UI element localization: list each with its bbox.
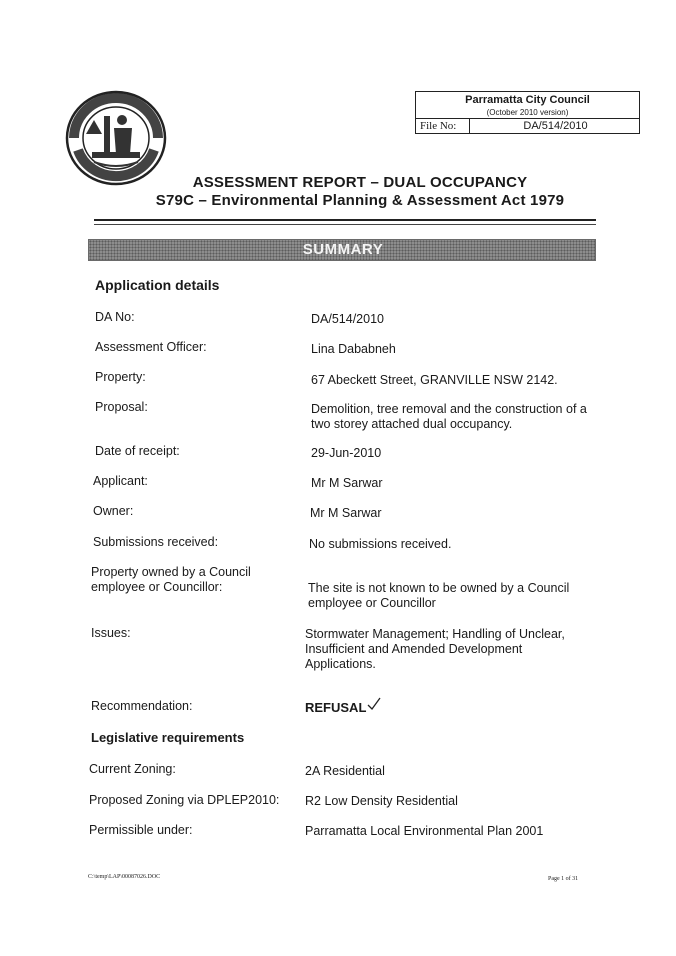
issues-value: Stormwater Management; Handling of Unclear, Insufficient and Amended Development Applications. [305, 627, 565, 671]
title-rule-thin [94, 224, 596, 225]
file-no-label: File No: [416, 119, 470, 134]
permissible-under-label: Permissible under: [89, 823, 193, 837]
proposed-zoning-label: Proposed Zoning via DPLEP2010: [89, 793, 280, 807]
application-details-heading: Application details [95, 277, 220, 293]
current-zoning-value: 2A Residential [305, 764, 385, 778]
checkmark-icon [366, 696, 382, 717]
title-rule [94, 219, 596, 221]
property-label: Property: [95, 370, 146, 384]
council-file-box [415, 91, 640, 134]
proposal-label: Proposal: [95, 400, 148, 414]
property-owned-label: Property owned by a Council employee or Councillor: [91, 565, 251, 594]
file-no-value: DA/514/2010 [523, 120, 588, 132]
summary-banner [88, 239, 596, 261]
da-no-label: DA No: [95, 310, 135, 324]
owner-value: Mr M Sarwar [310, 506, 382, 520]
report-subtitle: S79C – Environmental Planning & Assessment Act 1979 [155, 192, 565, 209]
assessment-officer-label: Assessment Officer: [95, 340, 207, 354]
property-owned-value: The site is not known to be owned by a Council employee or Councillor [308, 581, 570, 610]
permissible-under-value: Parramatta Local Environmental Plan 2001 [305, 824, 544, 838]
footer-page-number: Page 1 of 31 [548, 876, 579, 882]
submissions-value: No submissions received. [309, 537, 452, 551]
council-seal-logo [64, 90, 168, 186]
owner-label: Owner: [93, 504, 134, 518]
issues-label: Issues: [91, 626, 131, 640]
recommendation-value: REFUSAL [305, 700, 367, 715]
property-value: 67 Abeckett Street, GRANVILLE NSW 2142. [311, 373, 558, 387]
date-of-receipt-label: Date of receipt: [95, 444, 180, 458]
assessment-officer-value: Lina Dababneh [311, 342, 396, 356]
applicant-label: Applicant: [93, 474, 148, 488]
council-name: Parramatta City Council [465, 94, 590, 106]
summary-label: SUMMARY [302, 241, 384, 258]
da-no-value: DA/514/2010 [311, 312, 384, 326]
applicant-value: Mr M Sarwar [311, 476, 383, 490]
form-version: (October 2010 version) [486, 108, 569, 117]
file-no-row [416, 118, 639, 134]
legislative-requirements-heading: Legislative requirements [91, 730, 245, 745]
report-title: ASSESSMENT REPORT – DUAL OCCUPANCY [192, 174, 528, 191]
current-zoning-label: Current Zoning: [89, 762, 176, 776]
proposed-zoning-value: R2 Low Density Residential [305, 794, 458, 808]
recommendation-label: Recommendation: [91, 699, 193, 713]
proposal-value: Demolition, tree removal and the construction of a two storey attached dual occupancy. [311, 402, 587, 431]
submissions-label: Submissions received: [93, 535, 219, 549]
date-of-receipt-value: 29-Jun-2010 [311, 446, 382, 460]
footer-file-path: C:\temp\LAP\00087026.DOC [88, 874, 161, 880]
